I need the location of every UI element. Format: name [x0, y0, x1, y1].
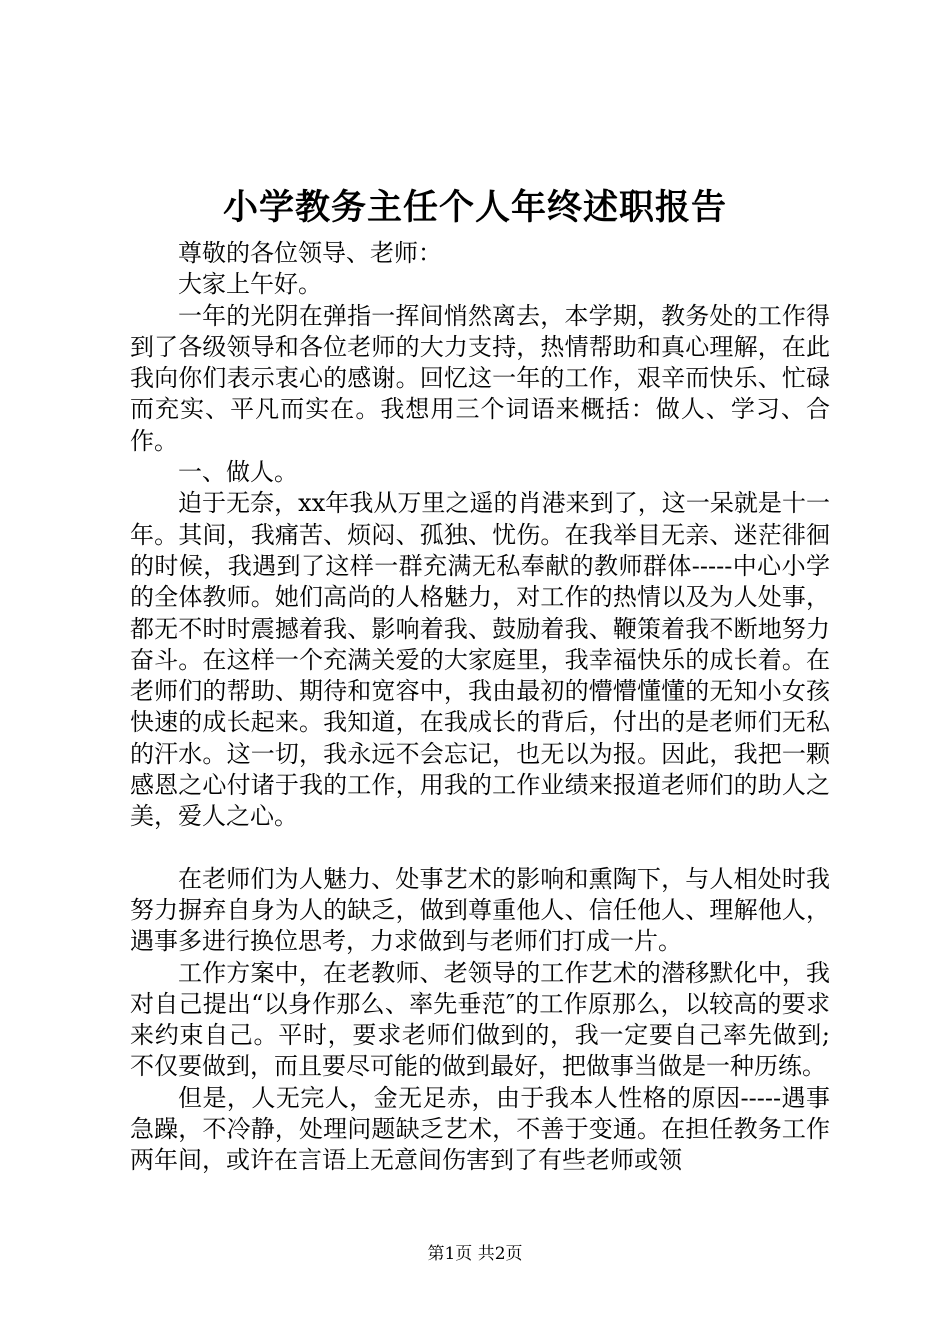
- document-body: [130, 238, 830, 1177]
- paragraph: 在老师们为人魅力、处事艺术的影响和熏陶下，与人相处时我努力摒弃自身为人的缺乏，做到尊重他人、信任他人、理解他人，遇事多进行换位思考，力求做到与老师们打成一片。: [130, 864, 830, 956]
- paragraph: 但是，人无完人，金无足赤，由于我本人性格的原因-----遇事急躁，不冷静，处理问题缺乏艺术，不善于变通。在担任教务工作两年间，或许在言语上无意间伤害到了有些老师或领: [130, 1083, 830, 1175]
- greeting: 大家上午好。: [178, 270, 322, 299]
- page-footer: 第1页 共2页: [427, 1244, 523, 1264]
- paragraph-intro: 一年的光阴在弹指一挥间悄然离去，本学期，教务处的工作得到了各级领导和各位老师的大力支持，热情帮助和真心理解，在此我向你们表示衷心的感谢。回忆这一年的工作，艰辛而快乐、忙碌而充实、平凡而实在。我想用三个词语来概括：做人、学习、合作。: [130, 301, 830, 455]
- salutation: 尊敬的各位领导、老师：: [178, 239, 442, 267]
- paragraph: 工作方案中，在老教师、老领导的工作艺术的潜移默化中，我对自己提出“以身作那么、率先垂范″的工作原那么，以较高的要求来约束自己。平时，要求老师们做到的，我一定要自己率先做到;不仅要做到，而且要尽可能的做到最好，把做事当做是一种历练。: [130, 958, 830, 1081]
- document-title: 小学教务主任个人年终述职报告: [222, 187, 727, 228]
- paragraph: 迫于无奈，xx年我从万里之遥的肖港来到了，这一呆就是十一年。其间，我痛苦、烦闷、孤独、忧伤。在我举目无亲、迷茫徘徊的时候，我遇到了这样一群充满无私奉献的教师群体-----中心小学的全体教师。她们高尚的人格魅力，对工作的热情以及为人处事，都无不时时震撼着我、影响着我、鼓励着我、鞭策着我不断地努力奋斗。在这样一个充满关爱的大家庭里，我幸福快乐的成长着。在老师们的帮助、期待和宽容中，我由最初的懵懵懂懂的无知小女孩快速的成长起来。我知道，在我成长的背后，付出的是老师们无私的汗水。这一切，我永远不会忘记，也无以为报。因此，我把一颗感恩之心付诸于我的工作，用我的工作业绩来报道老师们的助人之美，爱人之心。: [130, 489, 830, 831]
- section-heading-1: 一、做人。: [178, 458, 298, 487]
